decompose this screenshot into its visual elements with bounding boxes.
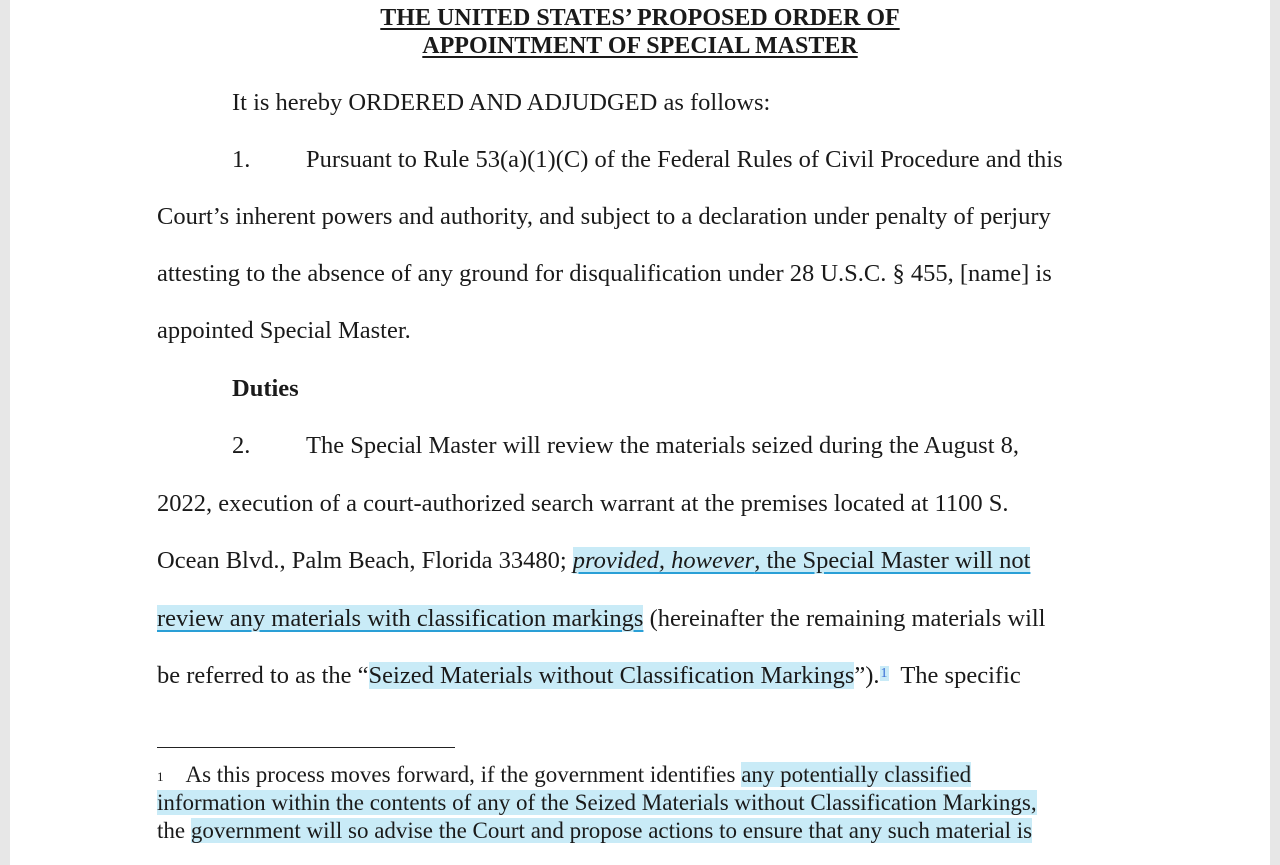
footnote-line2-highlight: information within the contents of any of the Seized Materials without Classification Markings, (157, 790, 1037, 815)
para2-line5-plain-a: be referred to as the “ (157, 662, 369, 689)
highlight-seized-materials: Seized Materials without Classification Markings (368, 662, 855, 689)
para1-line1-text: Pursuant to Rule 53(a)(1)(C) of the Federal Rules of Civil Procedure and this (306, 146, 1063, 173)
para2-line5-plain-c: The specific (888, 662, 1021, 689)
para2-line4 (157, 604, 1046, 634)
provided-however-italic: provided, however (572, 547, 755, 574)
document-page (10, 0, 1270, 865)
document-title-line1: THE UNITED STATES’ PROPOSED ORDER OF (380, 5, 900, 31)
footnote-separator (157, 747, 455, 748)
para2-number: 2. (232, 432, 251, 459)
footnote-reference[interactable]: 1 (880, 666, 888, 681)
para2-line3-highlight: , the Special Master will not (754, 547, 1031, 574)
document-title-line2: APPOINTMENT OF SPECIAL MASTER (422, 33, 858, 59)
para2-line5 (157, 661, 1021, 691)
para2-line3-plain: Ocean Blvd., Palm Beach, Florida 33480; (157, 547, 573, 574)
para1-line4: appointed Special Master. (157, 317, 411, 344)
footnote-marker: 1 (157, 769, 164, 784)
para2-line4-plain: (hereinafter the remaining materials will (643, 605, 1046, 632)
para2-line2: 2022, execution of a court-authorized search warrant at the premises located at 1100 S. (157, 490, 1009, 517)
para1-line1 (232, 145, 1063, 175)
intro-text: It is hereby ORDERED AND ADJUDGED as follows: (232, 89, 771, 116)
footnote-line2 (157, 789, 1037, 817)
footnote-line1 (157, 761, 971, 789)
footnote-line3 (157, 817, 1032, 845)
para2-line1 (232, 431, 1019, 461)
para2-line5-plain-b: ”). (854, 662, 880, 689)
para1-line3: attesting to the absence of any ground for disqualification under 28 U.S.C. § 455, [name] is (157, 260, 1052, 287)
para2-line1-text: The Special Master will review the materials seized during the August 8, (306, 432, 1020, 459)
para1-line2: Court’s inherent powers and authority, and subject to a declaration under penalty of perjury (157, 203, 1051, 230)
footnote-line1-highlight: any potentially classified (741, 762, 972, 787)
heading-duties: Duties (232, 375, 299, 402)
footnote-line1-plain: As this process moves forward, if the government identifies (185, 762, 742, 787)
highlight-provided-however (573, 547, 1031, 574)
highlight-classification-markings: review any materials with classification markings (157, 605, 644, 632)
footnote-line3-plain: the (157, 818, 191, 843)
para1-number: 1. (232, 146, 251, 173)
footnote-line3-highlight: government will so advise the Court and propose actions to ensure that any such material is (190, 818, 1033, 843)
para2-line3 (157, 546, 1030, 576)
